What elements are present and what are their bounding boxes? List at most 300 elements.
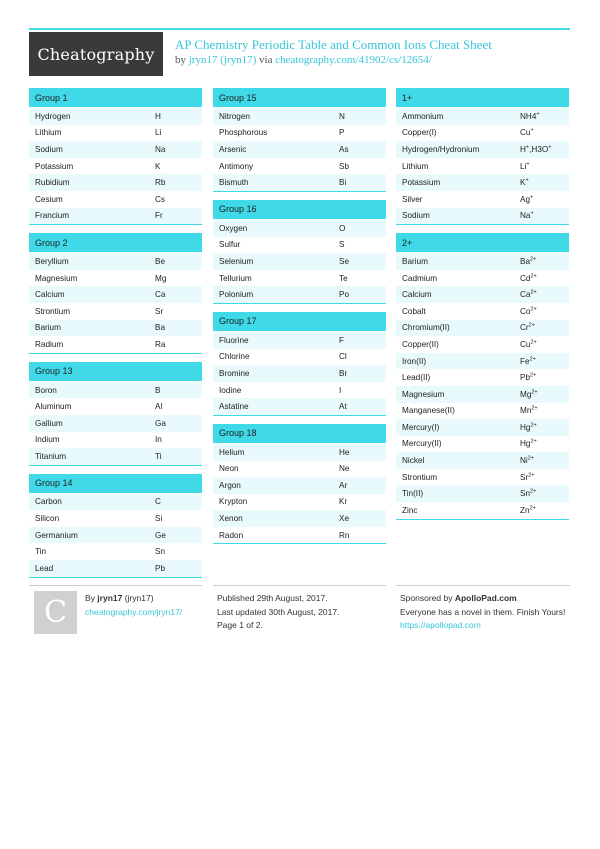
section-rows [29,382,202,466]
table-row [213,398,386,415]
row-symbol [339,352,380,361]
section-title: Group 17 [213,312,386,332]
ion-symbol: Co [520,306,531,316]
row-symbol [155,564,196,573]
section-rows [29,253,202,354]
row-name: Hydrogen/Hydronium [402,144,480,154]
ion-charge: 2+ [528,322,535,329]
ion-symbol: Cu [520,128,531,138]
table-row [396,469,569,486]
footer-author-handle: (jryn17) [124,593,154,603]
row-name: Neon [219,464,239,474]
row-symbol [339,386,380,395]
row-symbol [339,162,380,171]
table-row [396,174,569,191]
row-symbol [339,224,380,233]
row-symbol [520,423,563,432]
table-row [213,365,386,382]
row-symbol [339,290,380,299]
ion-symbol: As [339,144,349,154]
table-row [29,494,202,511]
table-row [29,336,202,353]
ion-charge: 2+ [530,372,537,379]
section-title: 1+ [396,88,569,108]
row-name: Boron [35,385,57,395]
ion-symbol: Ni [520,456,528,466]
section-title: Group 1 [29,88,202,108]
table-row [396,502,569,519]
ion-symbol: H [155,111,161,121]
row-symbol [520,406,563,415]
ion-symbol: Sn [155,547,166,557]
ion-symbol: Ca [520,290,531,300]
row-name: Antimony [219,161,254,171]
row-name: Selenium [219,256,254,266]
table-row [213,510,386,527]
row-name: Barium [35,323,61,333]
row-symbol [520,145,563,154]
ion-symbol: Pb [155,563,166,573]
row-name: Tin [35,547,47,557]
row-name: Krypton [219,497,248,507]
row-name: Titanium [35,451,67,461]
ion-symbol: C [155,497,161,507]
row-symbol [339,531,380,540]
footer-dates [217,592,339,633]
ion-symbol: Na [155,144,166,154]
ion-symbol: Rb [155,178,166,188]
row-name: Copper(I) [402,128,437,138]
row-symbol [339,369,380,378]
row-symbol [520,357,563,366]
table-row [29,108,202,125]
section [213,312,386,416]
ion-symbol: Ra [155,339,166,349]
section-title: Group 13 [29,362,202,382]
table-row [29,253,202,270]
footer-rule [213,585,386,586]
ion-symbol: B [155,385,161,395]
row-name: Aluminum [35,402,72,412]
row-name: Lithium [402,161,429,171]
table-row [396,353,569,370]
row-name: Potassium [35,161,74,171]
section-rows [213,332,386,416]
author-link[interactable]: jryn17 (jryn17) [188,54,257,66]
ion-symbol: Ar [339,480,348,490]
row-symbol [155,290,196,299]
ion-symbol: Kr [339,497,348,507]
row-symbol [520,112,563,121]
byline [175,54,432,66]
table-row [29,191,202,208]
row-symbol [339,145,380,154]
section-title: Group 16 [213,200,386,220]
row-name: Chromium(II) [402,323,450,333]
row-symbol [155,419,196,428]
via-text: via [259,54,273,66]
row-name: Xenon [219,514,243,524]
ion-symbol: Fe [520,356,530,366]
row-symbol [339,497,380,506]
column-1 [29,88,202,586]
table-row [396,403,569,420]
row-symbol [155,145,196,154]
table-row [213,494,386,511]
row-name: Tin(II) [402,489,424,499]
row-name: Nickel [402,456,425,466]
ion-symbol: Mg [155,273,167,283]
ion-charge: 2+ [530,339,537,346]
row-name: Silicon [35,514,60,524]
ion-charge: + [548,144,552,151]
row-symbol [339,464,380,473]
ion-symbol: I [339,385,342,395]
table-row [396,303,569,320]
ion-symbol: Fr [155,211,163,221]
row-symbol [339,336,380,345]
ion-symbol: H [520,144,526,154]
table-row [29,510,202,527]
ion-symbol: Sn [520,489,531,499]
row-name: Fluorine [219,335,249,345]
row-name: Chlorine [219,352,250,362]
row-symbol [520,323,563,332]
row-symbol [155,402,196,411]
footer-author-url[interactable]: cheatography.com/jryn17/ [85,606,183,617]
sponsor-line [400,592,570,606]
table-row [213,237,386,254]
table-row [29,415,202,432]
row-name: Radium [35,339,64,349]
ion-charge: 2+ [529,505,536,512]
ion-symbol: P [339,128,345,138]
sponsor-name[interactable]: ApolloPad.com [454,593,517,603]
table-row [213,270,386,287]
row-symbol [155,128,196,137]
page-number: Page 1 of 2. [217,620,263,630]
sheet-header [29,28,570,76]
row-name: Silver [402,194,423,204]
section-title: 2+ [396,233,569,253]
row-name: Radon [219,530,244,540]
footer-by-label: By [85,593,95,603]
table-row [396,108,569,125]
table-row [396,386,569,403]
ion-symbol: Cs [155,194,166,204]
row-symbol [155,178,196,187]
ion-symbol: ,H3O [529,144,549,154]
row-symbol [520,506,563,515]
row-name: Beryllium [35,256,69,266]
ion-symbol: Li [520,161,527,171]
table-row [396,369,569,386]
ion-symbol: Ca [155,290,166,300]
row-symbol [155,386,196,395]
sponsor-url[interactable]: https://apollopad.com [400,620,481,630]
section-title: Group 2 [29,233,202,253]
table-row [29,303,202,320]
row-name: Arsenic [219,144,247,154]
row-symbol [520,274,563,283]
ion-symbol: Ti [155,451,162,461]
table-row [213,174,386,191]
ion-symbol: At [339,402,347,412]
row-name: Nitrogen [219,111,250,121]
ion-symbol: Ag [520,194,531,204]
table-row [396,208,569,225]
row-name: Barium [402,256,428,266]
ion-charge: + [526,160,530,167]
section [396,233,569,520]
row-name: Mercury(I) [402,422,440,432]
ion-charge: 2+ [527,455,535,462]
ion-symbol: NH4 [520,111,537,121]
table-row [396,336,569,353]
row-name: Helium [219,447,245,457]
author-avatar[interactable]: C [34,591,77,634]
sheet-title[interactable]: AP Chemistry Periodic Table and Common Ions Cheat Sheet [175,37,492,52]
row-name: Phosphorous [219,128,268,138]
row-name: Strontium [35,306,71,316]
ion-symbol: Li [155,128,162,138]
ion-symbol: Cd [520,273,531,283]
table-row [213,332,386,349]
row-symbol [155,340,196,349]
ion-symbol: F [339,335,345,345]
row-name: Potassium [402,178,441,188]
table-row [396,191,569,208]
ion-symbol: Be [155,256,166,266]
ion-charge: 2+ [529,355,536,362]
column-3 [396,88,569,528]
ion-symbol: Br [339,368,348,378]
sheet-footer [29,585,570,645]
section [213,88,386,192]
table-row [396,286,569,303]
table-row [29,208,202,225]
sponsor-prefix: Sponsored by [400,593,453,603]
table-row [396,436,569,453]
row-symbol [339,448,380,457]
table-row [29,560,202,577]
table-row [213,349,386,366]
section-title: Group 18 [213,424,386,444]
row-symbol [520,489,563,498]
ion-charge: 2+ [530,306,537,312]
ion-symbol: Po [339,290,350,300]
ion-charge: + [525,144,530,151]
section [29,474,202,578]
row-name: Gallium [35,418,63,428]
footer-rule [396,585,570,586]
section [213,200,386,304]
row-name: Calcium [35,290,65,300]
row-name: Indium [35,435,60,445]
row-symbol [520,162,563,171]
section-rows [213,108,386,192]
section-rows [213,444,386,545]
table-row [213,382,386,399]
row-symbol [520,373,563,382]
table-row [213,527,386,544]
table-row [29,158,202,175]
ion-symbol: Ga [155,418,166,428]
table-row [213,253,386,270]
ion-symbol: Hg [520,422,531,432]
row-name: Hydrogen [35,111,71,121]
table-row [213,220,386,237]
table-row [29,320,202,337]
table-row [29,543,202,560]
ion-charge: + [530,194,534,201]
row-symbol [339,514,380,523]
row-symbol [155,112,196,121]
ion-charge: + [530,127,534,134]
ion-symbol: Zn [520,505,530,515]
row-name: Sodium [35,144,63,154]
row-name: Cesium [35,194,63,204]
ion-symbol: O [339,223,346,233]
table-row [213,108,386,125]
table-row [396,158,569,175]
ion-symbol: Mg [520,389,532,399]
row-symbol [339,178,380,187]
row-symbol [155,435,196,444]
ion-symbol: Se [339,256,350,266]
ion-symbol: Na [520,211,531,221]
row-symbol [520,307,563,316]
table-row [29,448,202,465]
table-row [396,125,569,142]
ion-symbol: Ba [520,256,531,266]
updated-date: Last updated 30th August, 2017. [217,606,340,617]
row-name: Manganese(II) [402,406,455,416]
row-name: Iron(II) [402,356,427,366]
table-row [29,174,202,191]
ion-symbol: Bi [339,178,347,188]
row-name: Cadmium [402,273,438,283]
row-symbol [520,390,563,399]
footer-author-name[interactable]: jryn17 [97,593,123,603]
row-symbol [155,162,196,171]
table-row [213,286,386,303]
row-name: Carbon [35,497,62,507]
table-row [213,158,386,175]
ion-charge: 2+ [530,256,537,263]
sponsor-text: Everyone has a novel in them. Finish Yours! [400,606,566,617]
cheatography-logo[interactable]: Cheatography [29,32,163,76]
ion-charge: 2+ [530,289,537,296]
section [29,362,202,466]
row-symbol [520,195,563,204]
table-row [396,452,569,469]
ion-symbol: Sr [520,472,529,482]
table-row [29,286,202,303]
ion-symbol: Cr [520,323,529,333]
footer-sponsor [400,592,570,633]
sheet-url-link[interactable]: cheatography.com/41902/cs/12654/ [275,54,432,66]
table-row [396,320,569,337]
row-name: Rubidium [35,178,70,188]
ion-symbol: Ba [155,323,166,333]
row-name: Calcium [402,290,432,300]
table-row [396,141,569,158]
row-name: Iodine [219,385,242,395]
ion-charge: 2+ [530,272,537,279]
row-name: Magnesium [402,389,445,399]
ion-charge: 2+ [528,471,535,478]
ion-charge: 2+ [530,488,537,495]
row-name: Astatine [219,402,249,412]
row-symbol [155,452,196,461]
ion-symbol: Al [155,402,163,412]
ion-charge: + [525,177,529,184]
row-symbol [520,456,563,465]
published-date: Published 29th August, 2017. [217,593,328,603]
row-symbol [155,531,196,540]
row-symbol [155,274,196,283]
row-symbol [155,547,196,556]
table-row [29,398,202,415]
row-symbol [520,257,563,266]
ion-symbol: Ge [155,530,166,540]
row-symbol [339,128,380,137]
footer-author-line [85,592,182,606]
row-symbol [339,402,380,411]
row-symbol [520,211,563,220]
row-name: Lead [35,563,54,573]
row-symbol [520,128,563,137]
table-row [29,432,202,449]
ion-symbol: Mn [520,406,532,416]
table-row [29,382,202,399]
ion-symbol: Pb [520,373,531,383]
section-rows [396,108,569,225]
table-row [396,419,569,436]
section-rows [396,253,569,520]
row-symbol [155,323,196,332]
section [29,88,202,225]
row-name: Germanium [35,530,78,540]
ion-symbol: Rn [339,530,350,540]
ion-symbol: In [155,435,162,445]
ion-charge: + [536,111,540,118]
row-symbol [155,195,196,204]
row-name: Strontium [402,472,438,482]
column-2 [213,88,386,552]
ion-symbol: S [339,240,345,250]
section-rows [213,220,386,304]
ion-charge: + [530,210,534,217]
row-symbol [520,473,563,482]
row-name: Mercury(II) [402,439,442,449]
row-name: Francium [35,211,70,221]
row-name: Copper(II) [402,339,439,349]
row-symbol [339,240,380,249]
table-row [213,125,386,142]
row-symbol [155,307,196,316]
row-name: Bromine [219,368,250,378]
ion-symbol: Hg [520,439,531,449]
row-name: Sulfur [219,240,241,250]
ion-charge: 2+ [530,438,537,445]
section-rows [29,494,202,578]
row-name: Lithium [35,128,62,138]
row-name: Tellurium [219,273,252,283]
row-name: Lead(II) [402,373,431,383]
table-row [29,125,202,142]
